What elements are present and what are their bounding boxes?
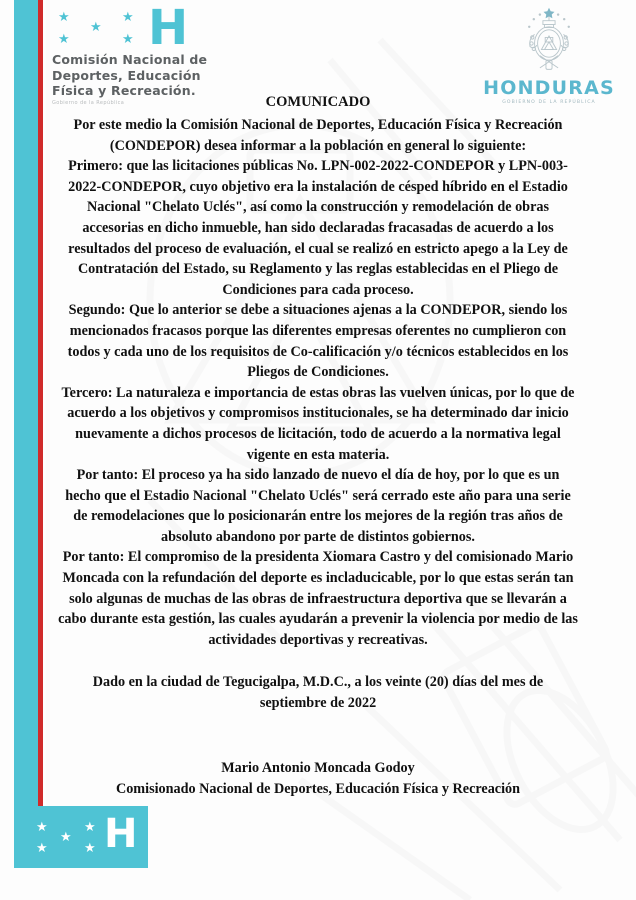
honduras-wordmark: HONDURAS xyxy=(483,77,615,99)
paragraph-place-date: Dado en la ciudad de Tegucigalpa, M.D.C., a los veinte (20) días del mes de septiembre de 2022 xyxy=(92,674,544,712)
letter-h-icon: H xyxy=(148,0,187,56)
paragraph-intro: Por este medio la Comisión Nacional de Deportes, Educación Física y Recreación (CONDEPOR) desea informar a la población en general lo siguiente: xyxy=(73,117,563,154)
condepor-name-line-2: Deportes, Educación xyxy=(52,67,201,83)
condepor-logo-mark xyxy=(52,0,212,56)
star-icon: ★ xyxy=(36,840,48,855)
star-icon: ★ xyxy=(90,19,102,34)
paragraph-tercero: Tercero: La naturaleza e importancia de estas obras las vuelven únicas, por lo que de acuerdo a los objetivos y compromisos institucionales, se ha determinado dar inicio nuevamente a dichos procesos de licitación, todo de acuerdo a la normativa legal vigente en esta materia. xyxy=(61,384,575,463)
left-accent-bar-teal xyxy=(14,0,38,810)
signature-spacer xyxy=(58,714,578,758)
star-icon: ★ xyxy=(84,840,96,855)
star-icon: ★ xyxy=(84,819,96,834)
honduras-government-logo xyxy=(474,4,624,106)
footer-flag-logo xyxy=(14,806,148,868)
condepor-subtitle: Gobierno de la República xyxy=(52,99,125,106)
star-icon: ★ xyxy=(122,9,134,24)
paragraph-primero: Primero: que las licitaciones públicas No. LPN-002-2022-CONDEPOR y LPN-003-2022-CONDEPOR, cuyo objetivo era la instalación de césped híbrido en el Estadio Nacional "Chelato Uclés", así como la construcción y remodelación de obras accesorias en dicho inmueble, han sido declaradas fracasadas de acuerdo a los resultados del proceso de evaluación, el cual se realizó en estricto apego a la Ley de Contratación del Estado, su Reglamento y las reglas establecidas en el Pliego de Condiciones para cada proceso. xyxy=(68,158,568,298)
document-title: COMUNICADO xyxy=(265,94,371,110)
paragraph-por-tanto-1: Por tanto: El proceso ya ha sido lanzado de nuevo el día de hoy, por lo que es un hecho que el Estadio Nacional "Chelato Uclés" será cerrado este año para una serie de remodelaciones que lo posicionarán entre los mejores de la región tras años de absoluto abandono por parte de distintos gobiernos. xyxy=(65,467,571,545)
star-icon: ★ xyxy=(122,31,134,46)
signature-name: Mario Antonio Moncada Godoy xyxy=(221,759,415,776)
left-accent-bar-white xyxy=(43,0,46,810)
star-icon: ★ xyxy=(58,31,70,46)
letter-h-icon: H xyxy=(104,811,136,857)
spacer xyxy=(58,650,578,672)
star-icon: ★ xyxy=(58,9,70,24)
paragraph-segundo: Segundo: Que lo anterior se debe a situaciones ajenas a la CONDEPOR, siendo los mencionados fracasos porque las diferentes empresas oferentes no cumplieron con todos y cada uno de los requisitos de Co-calificación y/o técnicos establecidos en los Pliegos de Condiciones. xyxy=(67,302,569,381)
star-icon: ★ xyxy=(60,829,72,844)
signature-title: Comisionado Nacional de Deportes, Educación Física y Recreación xyxy=(115,780,521,797)
document-body xyxy=(58,92,578,800)
honduras-coat-of-arms-icon xyxy=(511,4,587,80)
star-icon: ★ xyxy=(36,819,48,834)
paragraph-por-tanto-2: Por tanto: El compromiso de la presidenta Xiomara Castro y del comisionado Mario Moncada con la refundación del deporte es incladucicable, por lo que estas serán tan solo algunas de muchas de las obras de infraestructura deportiva que se llevarán a cabo durante esta gestión, las cuales ayudarán a prevenir la violencia por medio de las actividades deportivas y recreativas. xyxy=(58,549,578,648)
condepor-name-line-1: Comisión Nacional de xyxy=(52,52,208,67)
honduras-subtitle: GOBIERNO DE LA REPÚBLICA xyxy=(502,100,596,105)
condepor-name-line-3: Física y Recreación. xyxy=(52,83,196,98)
